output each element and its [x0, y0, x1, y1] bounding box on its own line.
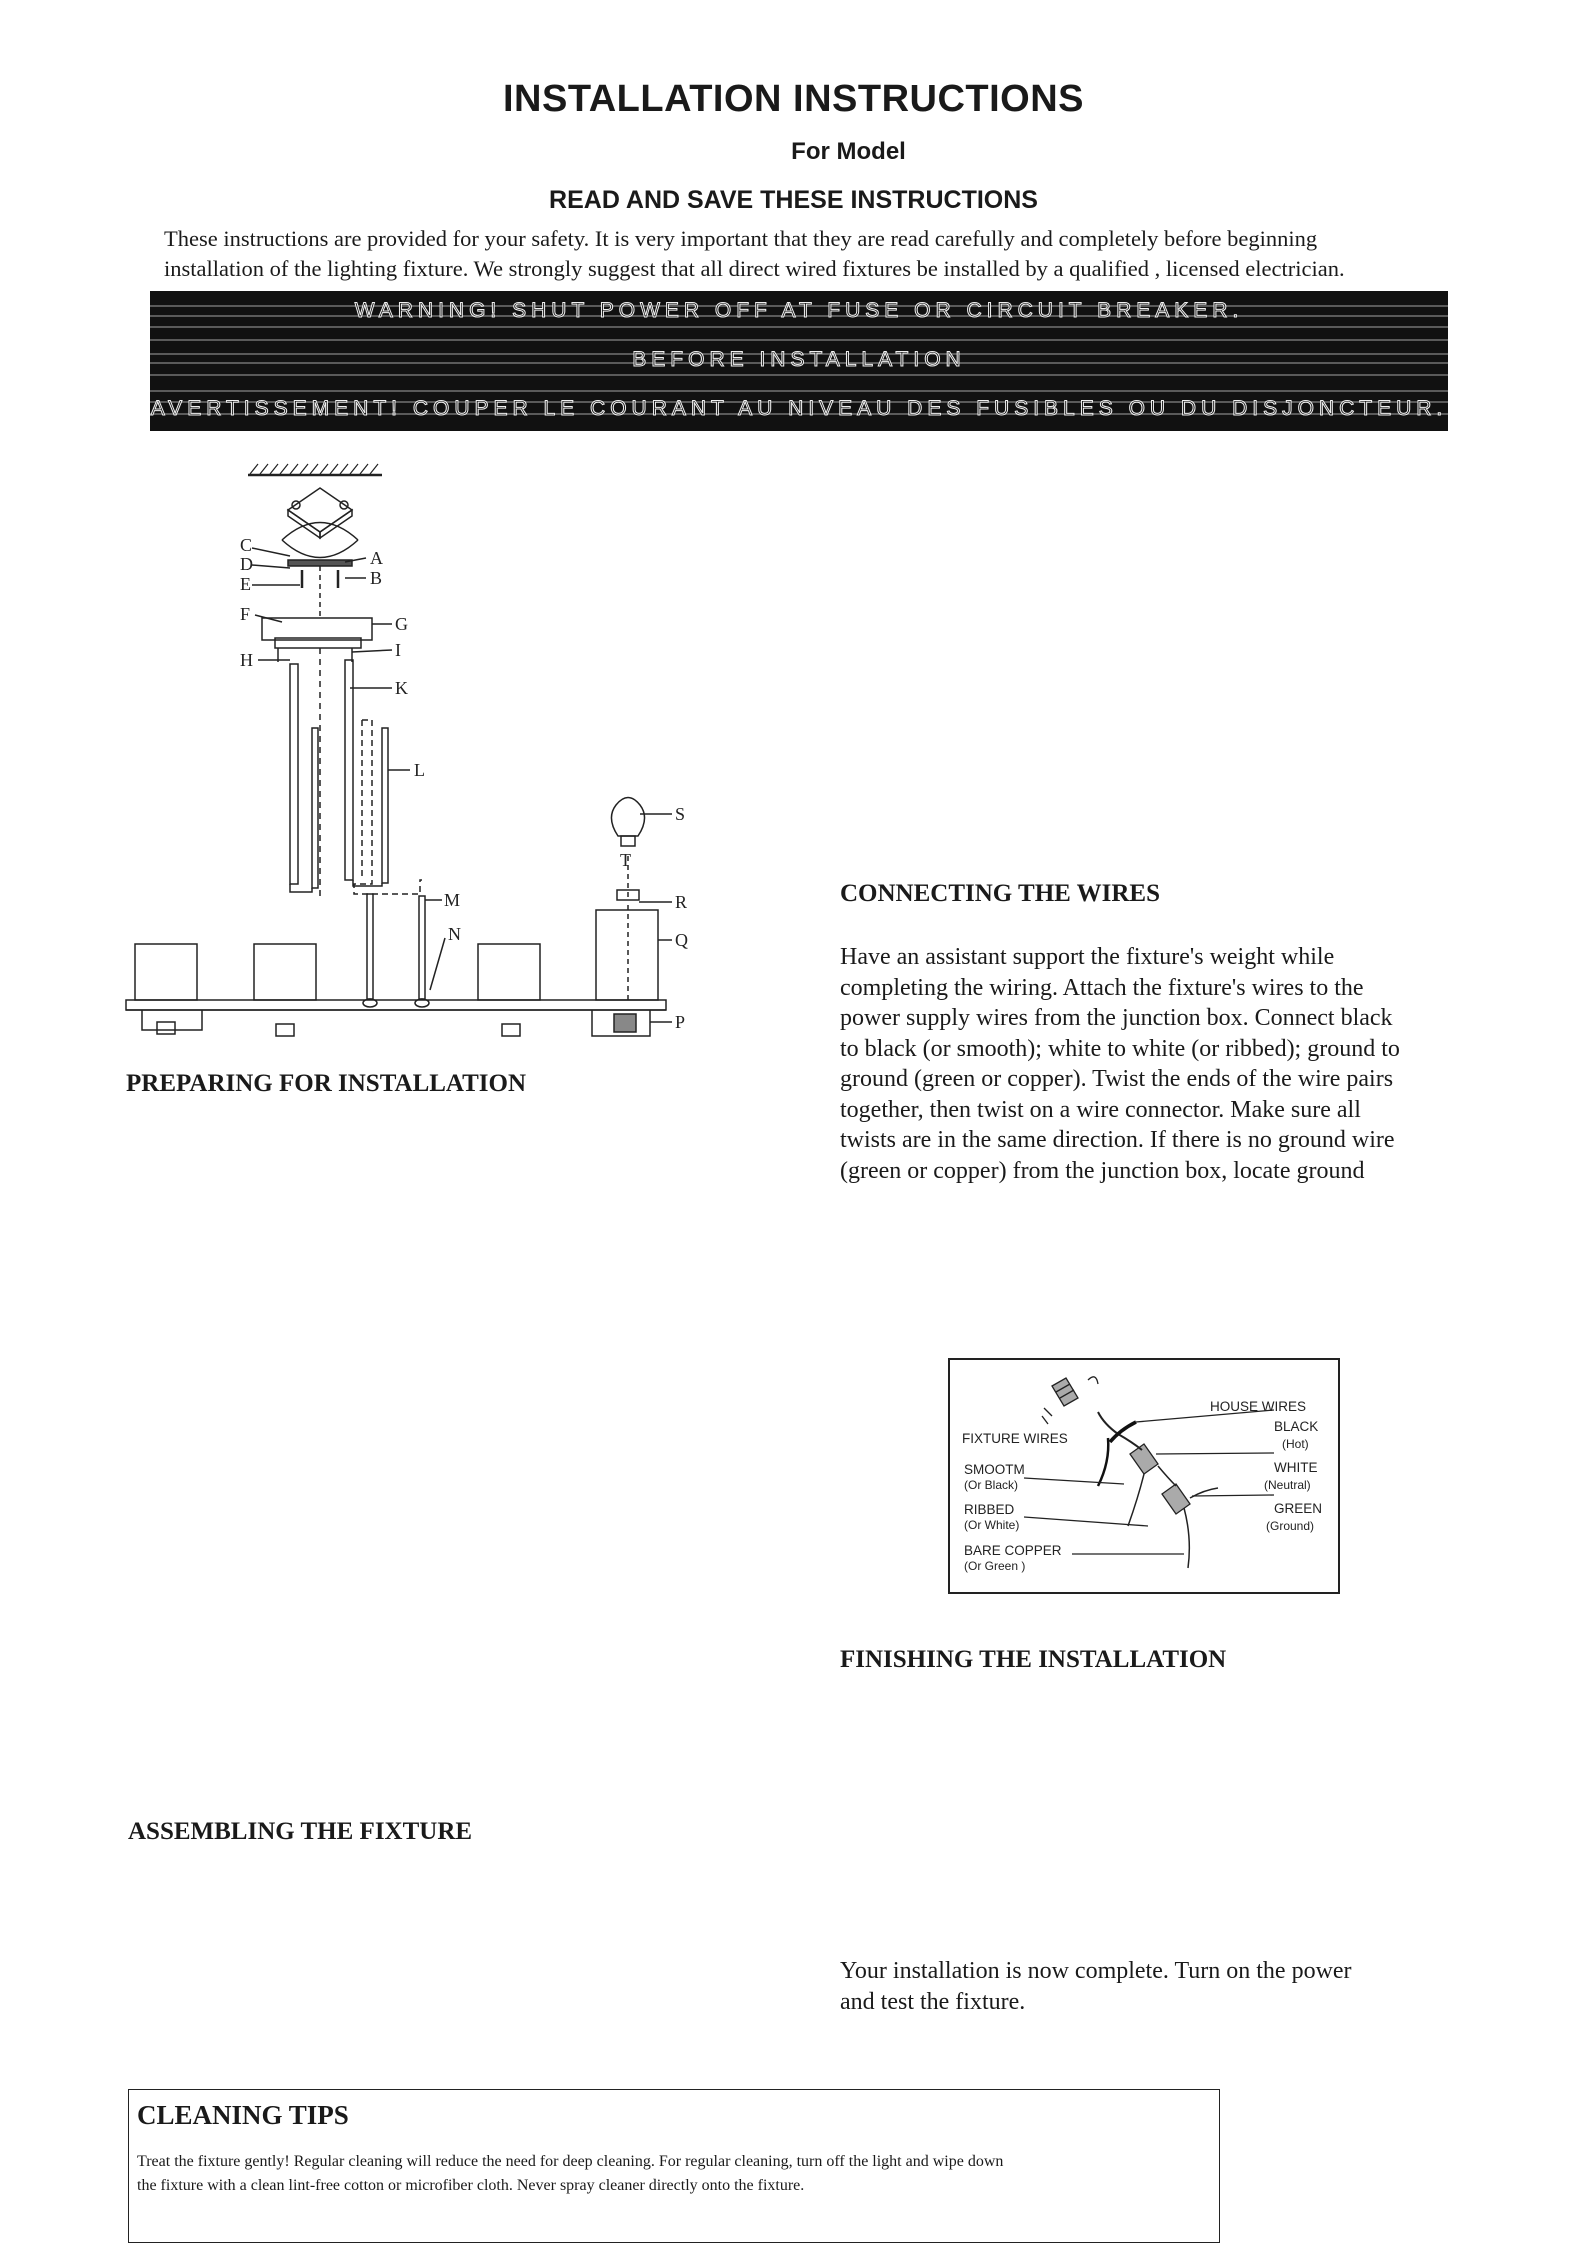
ground-label: (Ground) [1266, 1519, 1315, 1533]
connecting-line-2: completing the wiring. Attach the fixture's wires to the [840, 974, 1364, 1001]
or-white-label: (Or White) [964, 1518, 1020, 1532]
or-green-label: (Or Green ) [964, 1559, 1026, 1573]
part-label-h: H [240, 650, 253, 670]
finishing-line-1: Your installation is now complete. Turn on the power [840, 1958, 1352, 1984]
green-label: GREEN [1274, 1501, 1323, 1516]
intro-line-1: These instructions are provided for your safety. It is very important that they are read carefully and completely before beginning [164, 226, 1318, 251]
connecting-line-1: Have an assistant support the fixture's weight while [840, 944, 1335, 970]
part-label-p: P [675, 1012, 686, 1032]
part-label-r: R [675, 892, 688, 912]
or-black-label: (Or Black) [964, 1478, 1018, 1492]
connecting-heading: CONNECTING THE WIRES [840, 880, 1160, 907]
warning-line-1: WARNING! SHUT POWER OFF AT FUSE OR CIRCUIT BREAKER. [354, 299, 1244, 322]
assembling-heading: ASSEMBLING THE FIXTURE [128, 1818, 473, 1845]
part-label-e: E [240, 574, 251, 594]
cleaning-tips-box [128, 2089, 1220, 2243]
intro-line-2: installation of the lighting fixture. We strongly suggest that all direct wired fixtures be installed by a qualified , licensed electrician. [164, 256, 1345, 281]
wire-connection-diagram [948, 1358, 1340, 1594]
cleaning-heading: CLEANING TIPS [137, 2100, 349, 2130]
connecting-line-8: (green or copper) from the junction box, locate ground [840, 1157, 1365, 1184]
connecting-line-5: ground (green or copper). Twist the ends of the wire pairs [840, 1066, 1394, 1092]
bare-copper-label: BARE COPPER [964, 1543, 1062, 1558]
connecting-line-3: power supply wires from the junction box. Connect black [840, 1005, 1393, 1031]
warning-line-3: AVERTISSEMENT! COUPER LE COURANT AU NIVEAU DES FUSIBLES OU DU DISJONCTEUR. [150, 397, 1448, 420]
finishing-heading: FINISHING THE INSTALLATION [840, 1646, 1227, 1673]
part-label-a: A [370, 548, 383, 568]
neutral-label: (Neutral) [1264, 1478, 1311, 1492]
warning-line-2: BEFORE INSTALLATION [632, 348, 966, 371]
smooth-label: SMOOTM [964, 1462, 1025, 1477]
cleaning-line-1: Treat the fixture gently! Regular cleaning will reduce the need for deep cleaning. For regular cleaning, turn off the light and wipe down [137, 2153, 1004, 2170]
finishing-paragraph [840, 1956, 1480, 2017]
page-title: INSTALLATION INSTRUCTIONS [502, 78, 1085, 120]
preparing-heading: PREPARING FOR INSTALLATION [126, 1070, 527, 1097]
connecting-line-6: together, then twist on a wire connector. Make sure all [840, 1096, 1361, 1123]
house-wires-label: HOUSE WIRES [1210, 1399, 1307, 1414]
ribbed-label: RIBBED [964, 1502, 1015, 1517]
black-label: BLACK [1274, 1419, 1319, 1434]
part-label-q: Q [675, 930, 688, 950]
fixture-wires-label: FIXTURE WIRES [962, 1431, 1068, 1446]
part-label-l: L [414, 760, 425, 780]
part-label-f: F [240, 604, 251, 624]
part-label-i: I [395, 640, 401, 660]
part-label-d: D [240, 554, 253, 574]
part-label-c: C [240, 535, 253, 555]
part-label-m: M [444, 890, 461, 910]
hot-label: (Hot) [1282, 1437, 1309, 1451]
connecting-line-7: twists are in the same direction. If there is no ground wire [840, 1127, 1395, 1153]
finishing-line-2: and test the fixture. [840, 1988, 1026, 2015]
white-label: WHITE [1274, 1460, 1318, 1475]
part-label-b: B [370, 568, 383, 588]
connecting-paragraph [840, 942, 1480, 1186]
part-label-g: G [395, 614, 408, 634]
part-label-k: K [395, 678, 408, 698]
connecting-line-4: to black (or smooth); white to white (or ribbed); ground to [840, 1035, 1400, 1062]
cleaning-line-2: the fixture with a clean lint-free cotton or microfiber cloth. Never spray cleaner directly onto the fixture. [137, 2177, 805, 2194]
part-label-n: N [448, 924, 461, 944]
read-save-heading: READ AND SAVE THESE INSTRUCTIONS [549, 186, 1038, 214]
fixture-parts-diagram [0, 0, 1587, 1080]
model-subtitle: For Model [791, 138, 906, 165]
part-label-t: T [620, 850, 631, 870]
cleaning-text [137, 2150, 1207, 2198]
part-label-s: S [675, 804, 686, 824]
